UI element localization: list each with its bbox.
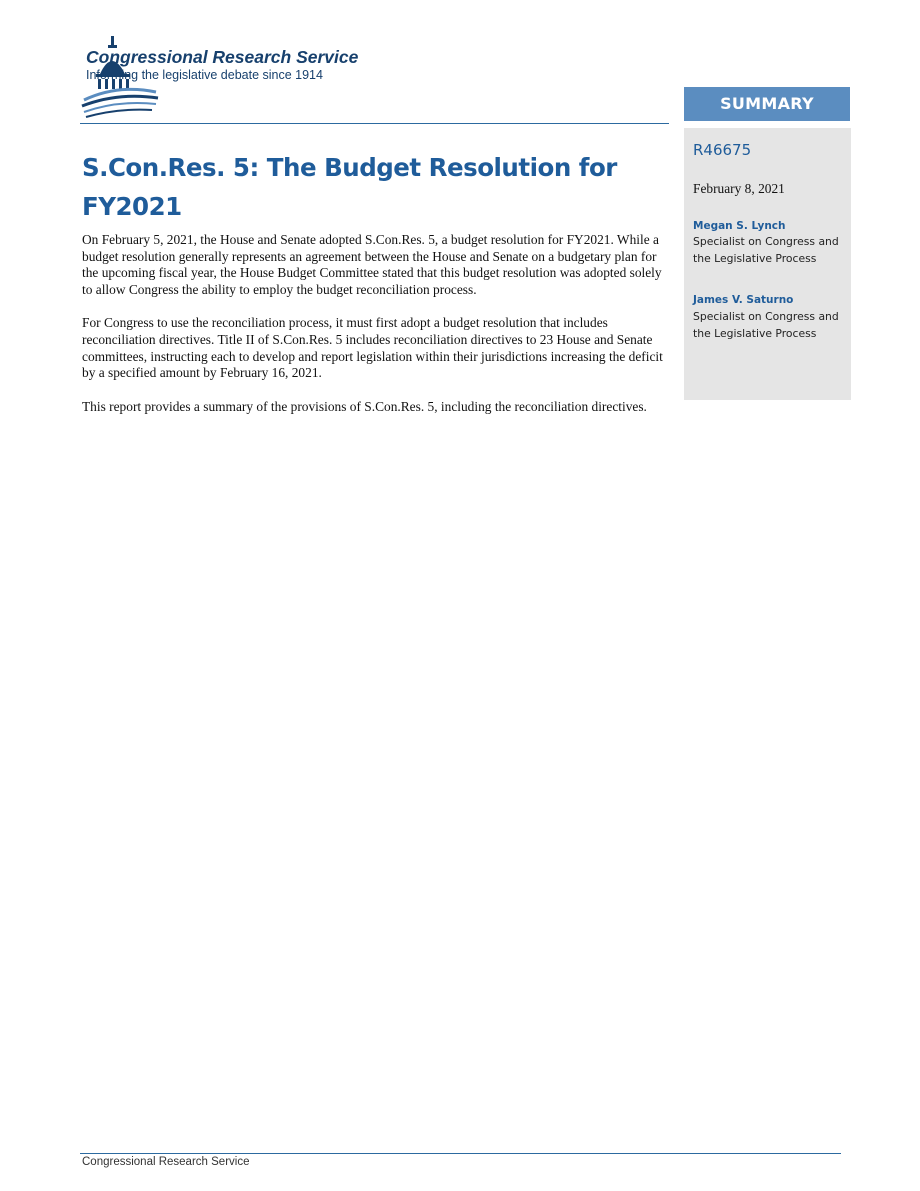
author-title: Specialist on Congress and the Legislative Process <box>693 235 839 265</box>
report-date: February 8, 2021 <box>693 181 785 196</box>
author-title: Specialist on Congress and the Legislative Process <box>693 310 839 340</box>
org-name: Congressional Research Service <box>86 47 359 67</box>
body-paragraph: On February 5, 2021, the House and Senate adopted S.Con.Res. 5, a budget resolution for FY2021. While a budget resolution generally represents an agreement between the House and Senate on a budgetary plan for the upcoming fiscal year, the House Budget Committee stated that this budget resolution was adopted solely to allow Congress the ability to employ the budget reconciliation process. <box>82 232 662 297</box>
body-paragraph: For Congress to use the reconciliation process, it must first adopt a budget resolution that includes reconciliation directives. Title II of S.Con.Res. 5 includes reconciliation directives to 23 House and Senate committees, instructing each to develop and report legislation within their jurisdictions increasing the deficit by a specified amount by February 16, 2021. <box>82 315 663 381</box>
footer-text: Congressional Research Service <box>82 1156 250 1168</box>
report-number: R46675 <box>693 141 752 159</box>
header-divider <box>80 123 669 124</box>
author-name: James V. Saturno <box>693 294 794 306</box>
footer-divider <box>80 1153 841 1154</box>
summary-body <box>82 232 674 432</box>
report-title: S.Con.Res. 5: The Budget Resolution for FY2021 <box>82 153 617 221</box>
author-name: Megan S. Lynch <box>693 220 786 232</box>
body-paragraph: This report provides a summary of the provisions of S.Con.Res. 5, including the reconciliation directives. <box>82 398 647 414</box>
org-tagline: Informing the legislative debate since 1914 <box>86 68 323 82</box>
summary-heading: SUMMARY <box>684 87 850 121</box>
